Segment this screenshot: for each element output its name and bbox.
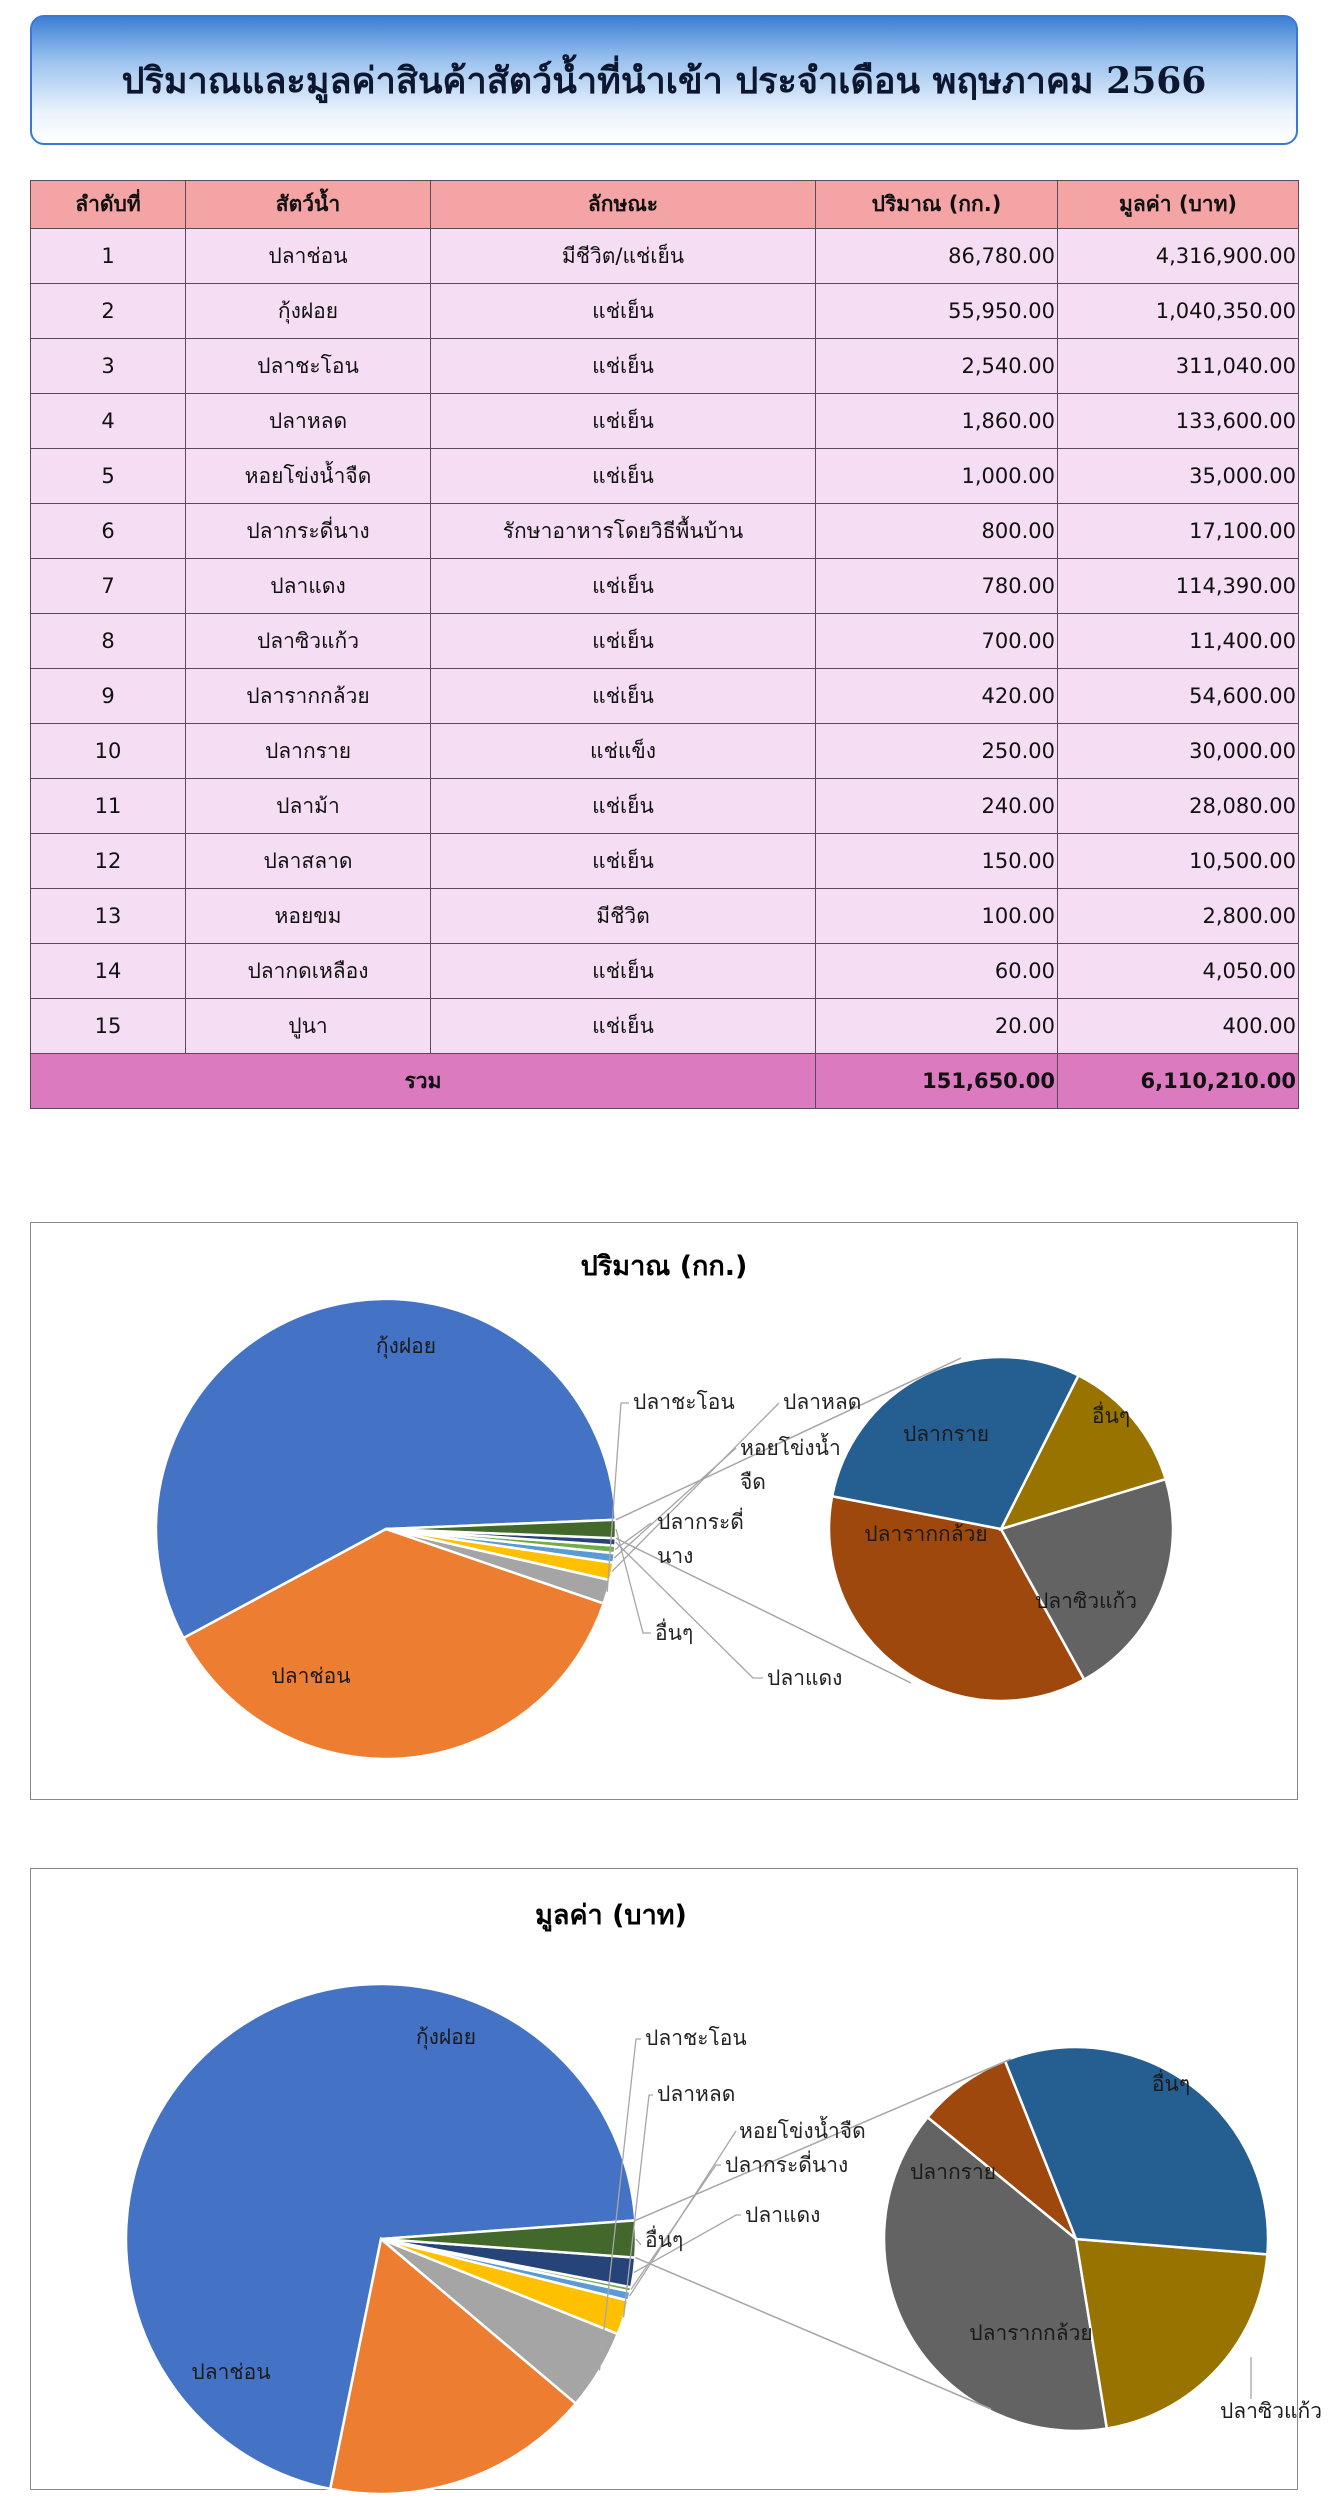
table-row bbox=[31, 504, 1299, 559]
main-label-0: ปลาช่อน bbox=[191, 2360, 271, 2384]
table-row bbox=[31, 614, 1299, 669]
cell-quantity: 20.00 bbox=[816, 999, 1058, 1054]
cell-value: 10,500.00 bbox=[1058, 834, 1299, 889]
cell-form: มีชีวิต/แช่เย็น bbox=[431, 229, 816, 284]
cell-form: มีชีวิต bbox=[431, 889, 816, 944]
cell-form: แช่เย็น bbox=[431, 614, 816, 669]
cell-form: แช่เย็น bbox=[431, 944, 816, 999]
cell-no: 13 bbox=[31, 889, 186, 944]
secondary-label-2: ปลากราย bbox=[902, 1422, 990, 1446]
leader-label-7: อื่นๆ bbox=[655, 1621, 694, 1645]
cell-no: 7 bbox=[31, 559, 186, 614]
leader-label-4: หอยโข่งน้ำจืด bbox=[739, 2119, 866, 2143]
cell-no: 3 bbox=[31, 339, 186, 394]
cell-value: 30,000.00 bbox=[1058, 724, 1299, 779]
cell-form: แช่เย็น bbox=[431, 999, 816, 1054]
leader-label-3: ปลาหลด bbox=[783, 1390, 862, 1414]
cell-quantity: 1,860.00 bbox=[816, 394, 1058, 449]
main-label-1: กุ้งฝอย bbox=[415, 2025, 477, 2049]
table-row bbox=[31, 889, 1299, 944]
cell-form: แช่เย็น bbox=[431, 449, 816, 504]
table-row bbox=[31, 669, 1299, 724]
cell-value: 4,050.00 bbox=[1058, 944, 1299, 999]
cell-form: แช่เย็น bbox=[431, 834, 816, 889]
cell-quantity: 55,950.00 bbox=[816, 284, 1058, 339]
leader-label-2: ปลาชะโอน bbox=[645, 2026, 747, 2050]
cell-value: 54,600.00 bbox=[1058, 669, 1299, 724]
cell-value: 1,040,350.00 bbox=[1058, 284, 1299, 339]
cell-species: ปลาแดง bbox=[186, 559, 431, 614]
cell-quantity: 780.00 bbox=[816, 559, 1058, 614]
table-row bbox=[31, 724, 1299, 779]
cell-quantity: 700.00 bbox=[816, 614, 1058, 669]
quantity-chart bbox=[30, 1222, 1298, 1800]
cell-no: 12 bbox=[31, 834, 186, 889]
leader-label-4: หอยโข่งน้ำ bbox=[740, 1436, 841, 1460]
table-row bbox=[31, 449, 1299, 504]
total-row bbox=[31, 1054, 1299, 1109]
cell-no: 1 bbox=[31, 229, 186, 284]
cell-species: ปลากดเหลือง bbox=[186, 944, 431, 999]
total-value: 6,110,210.00 bbox=[1058, 1054, 1299, 1109]
col-header-value: มูลค่า (บาท) bbox=[1058, 181, 1299, 229]
import-table bbox=[30, 180, 1299, 1109]
cell-form: แช่เย็น bbox=[431, 669, 816, 724]
chart-title: มูลค่า (บาท) bbox=[535, 1900, 687, 1931]
cell-no: 14 bbox=[31, 944, 186, 999]
cell-form: รักษาอาหารโดยวิธีพื้นบ้าน bbox=[431, 504, 816, 559]
table-row bbox=[31, 944, 1299, 999]
cell-species: ปลาชะโอน bbox=[186, 339, 431, 394]
cell-species: ปูนา bbox=[186, 999, 431, 1054]
cell-species: ปลาสลาด bbox=[186, 834, 431, 889]
cell-form: แช่เย็น bbox=[431, 559, 816, 614]
value-pie-of-pie bbox=[31, 1869, 1323, 2489]
cell-species: หอยขม bbox=[186, 889, 431, 944]
cell-form: แช่เย็น bbox=[431, 779, 816, 834]
table-row bbox=[31, 339, 1299, 394]
main-pie bbox=[126, 1984, 636, 2494]
cell-species: ปลาซิวแก้ว bbox=[186, 614, 431, 669]
page-title: ปริมาณและมูลค่าสินค้าสัตว์น้ำที่นำเข้า ประจำเดือน พฤษภาคม 2566 bbox=[121, 59, 1207, 102]
leader-label-2: ปลาชะโอน bbox=[633, 1390, 735, 1414]
cell-species: กุ้งฝอย bbox=[186, 284, 431, 339]
cell-quantity: 2,540.00 bbox=[816, 339, 1058, 394]
secondary-label-3: อื่นๆ bbox=[1091, 1404, 1131, 1428]
cell-species: ปลารากกล้วย bbox=[186, 669, 431, 724]
cell-value: 17,100.00 bbox=[1058, 504, 1299, 559]
leader-label-3: ปลาหลด bbox=[657, 2082, 736, 2106]
secondary-label-0: ปลาซิวแก้ว bbox=[1219, 2399, 1323, 2423]
cell-form: แช่แข็ง bbox=[431, 724, 816, 779]
cell-species: ปลากราย bbox=[186, 724, 431, 779]
leader-label-7: อื่นๆ bbox=[645, 2228, 684, 2252]
secondary-label-0: ปลาซิวแก้ว bbox=[1034, 1589, 1138, 1613]
secondary-label-1: ปลารากกล้วย bbox=[969, 2321, 1093, 2345]
cell-no: 8 bbox=[31, 614, 186, 669]
cell-no: 15 bbox=[31, 999, 186, 1054]
cell-no: 2 bbox=[31, 284, 186, 339]
cell-value: 114,390.00 bbox=[1058, 559, 1299, 614]
quantity-pie-of-pie bbox=[31, 1223, 1297, 1799]
cell-value: 35,000.00 bbox=[1058, 449, 1299, 504]
total-label: รวม bbox=[31, 1054, 816, 1109]
cell-no: 5 bbox=[31, 449, 186, 504]
total-quantity: 151,650.00 bbox=[816, 1054, 1058, 1109]
cell-no: 11 bbox=[31, 779, 186, 834]
cell-species: หอยโข่งน้ำจืด bbox=[186, 449, 431, 504]
leader-line-4 bbox=[614, 1448, 736, 1558]
cell-form: แช่เย็น bbox=[431, 394, 816, 449]
col-header-form: ลักษณะ bbox=[431, 181, 816, 229]
table-header-row bbox=[31, 181, 1299, 229]
cell-species: ปลาหลด bbox=[186, 394, 431, 449]
secondary-label-3: อื่นๆ bbox=[1151, 2072, 1191, 2096]
table-row bbox=[31, 559, 1299, 614]
table-row bbox=[31, 834, 1299, 889]
leader-label-5-line2: นาง bbox=[657, 1544, 694, 1568]
leader-label-5: ปลากระดี่นาง bbox=[725, 2153, 849, 2177]
cell-value: 11,400.00 bbox=[1058, 614, 1299, 669]
table-row bbox=[31, 394, 1299, 449]
cell-value: 2,800.00 bbox=[1058, 889, 1299, 944]
cell-form: แช่เย็น bbox=[431, 284, 816, 339]
cell-species: ปลาม้า bbox=[186, 779, 431, 834]
cell-value: 133,600.00 bbox=[1058, 394, 1299, 449]
table-row bbox=[31, 999, 1299, 1054]
col-header-quantity: ปริมาณ (กก.) bbox=[816, 181, 1058, 229]
cell-quantity: 100.00 bbox=[816, 889, 1058, 944]
table-row bbox=[31, 284, 1299, 339]
cell-species: ปลาช่อน bbox=[186, 229, 431, 284]
col-header-no: ลำดับที่ bbox=[31, 181, 186, 229]
value-chart bbox=[30, 1868, 1323, 2490]
cell-value: 4,316,900.00 bbox=[1058, 229, 1299, 284]
cell-quantity: 86,780.00 bbox=[816, 229, 1058, 284]
cell-quantity: 60.00 bbox=[816, 944, 1058, 999]
cell-no: 9 bbox=[31, 669, 186, 724]
cell-quantity: 420.00 bbox=[816, 669, 1058, 724]
title-banner bbox=[30, 15, 1298, 145]
leader-label-6: ปลาแดง bbox=[767, 1666, 843, 1690]
cell-no: 4 bbox=[31, 394, 186, 449]
cell-no: 10 bbox=[31, 724, 186, 779]
main-pie bbox=[156, 1299, 616, 1759]
table-row bbox=[31, 229, 1299, 284]
cell-no: 6 bbox=[31, 504, 186, 559]
leader-label-4-line2: จืด bbox=[740, 1470, 766, 1494]
cell-value: 400.00 bbox=[1058, 999, 1299, 1054]
cell-value: 28,080.00 bbox=[1058, 779, 1299, 834]
cell-value: 311,040.00 bbox=[1058, 339, 1299, 394]
secondary-pie bbox=[884, 2047, 1268, 2431]
cell-quantity: 150.00 bbox=[816, 834, 1058, 889]
secondary-label-2: ปลากราย bbox=[909, 2160, 997, 2184]
cell-quantity: 800.00 bbox=[816, 504, 1058, 559]
main-label-1: กุ้งฝอย bbox=[375, 1334, 437, 1358]
secondary-label-1: ปลารากกล้วย bbox=[864, 1522, 988, 1546]
cell-form: แช่เย็น bbox=[431, 339, 816, 394]
chart-title: ปริมาณ (กก.) bbox=[580, 1251, 748, 1282]
leader-label-5: ปลากระดี่ bbox=[657, 1510, 744, 1534]
cell-species: ปลากระดี่นาง bbox=[186, 504, 431, 559]
col-header-species: สัตว์น้ำ bbox=[186, 181, 431, 229]
cell-quantity: 240.00 bbox=[816, 779, 1058, 834]
main-label-0: ปลาช่อน bbox=[271, 1664, 351, 1688]
leader-label-6: ปลาแดง bbox=[745, 2203, 821, 2227]
cell-quantity: 1,000.00 bbox=[816, 449, 1058, 504]
table-row bbox=[31, 779, 1299, 834]
cell-quantity: 250.00 bbox=[816, 724, 1058, 779]
